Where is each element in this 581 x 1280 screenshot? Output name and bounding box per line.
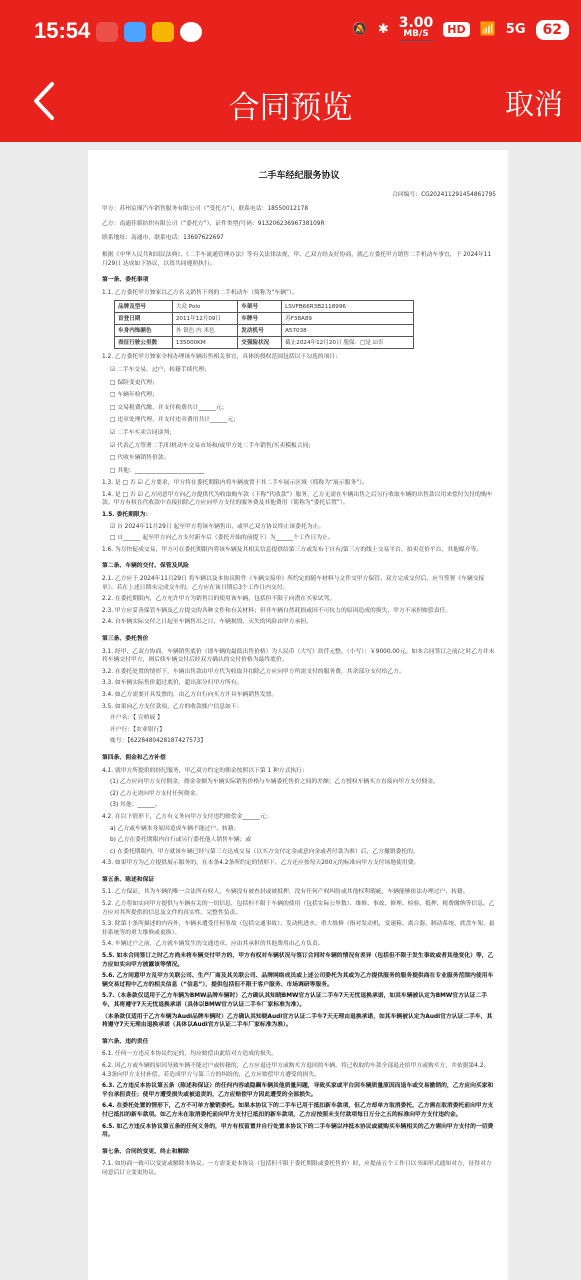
contract-number: 合同编号：CG202411291454861795 <box>392 191 496 198</box>
clause-3-3: 3.3. 如车辆实际售价超过底价，超出部分归甲方所有。 <box>102 680 243 687</box>
clause-5-4: 5.4. 车辆过户之前，乙方就车辆发生的交通违章、应由其承担的其他费用由乙方负责。 <box>102 941 324 948</box>
clause-3-4: 3.4. 如乙方需要开具发票的，由乙方自行向买方开具车辆销售发票。 <box>102 691 278 698</box>
bluetooth-icon: ✱ <box>377 22 389 37</box>
status-bar <box>0 0 581 64</box>
clause-6-3: 6.3. 乙方违反本协议第五条（陈述和保证）的任何内容或隐瞒车辆其他质量问题，导致买家或平台因车辆质量原因而退车或交易撤销的，乙方应向买家和平台承担责任；使甲方遭受损失或被追责的，乙方应赔偿甲方因此遭受的全部损失。 <box>102 1083 494 1098</box>
clause-1-1: 1.1. 乙方委托甲方独家以乙方名义销售下列的二手机动车（简称为“车辆”）。 <box>102 289 298 296</box>
option-item: □ 交易税费代缴，并支付税费共计______元； <box>110 404 228 411</box>
clause-4-2c: c) 在委托期限内，甲方就该车辆已经与第三方达成交易（以买方交付定金或意向金或者付款为准）后，乙方撤销委托的。 <box>110 848 419 855</box>
mail-icon <box>152 22 174 42</box>
clause-4-1b: (2) 乙方无需向甲方支付任何佣金。 <box>110 790 202 797</box>
option-item: □ 代收车辆销售价款； <box>110 455 170 462</box>
mute-icon: 🔕 <box>351 22 368 37</box>
clause-2-2: 2.2. 在委托期限内，乙方允许甲方为销售目的使用该车辆，包括但不限于向潜在买家试驾。 <box>102 596 336 603</box>
weibo-icon <box>180 22 202 42</box>
clause-6-1: 6.1. 任何一方违反本协议约定的，均应赔偿由此给对方造成的损失。 <box>102 1051 278 1058</box>
nav-bar <box>0 64 581 142</box>
bank-account-holder: 开户名：【 宣桥展 】 <box>110 715 163 722</box>
bank-account-number: 账号：【6228480428187427573】 <box>110 738 207 745</box>
clause-5-1: 5.1. 乙方保证，其为车辆的唯一合法所有权人，车辆没有被查封或被抵押，没有任何产权纠纷或其他权利瑕疵，车辆能够依法办理过户、转籍。 <box>102 889 469 896</box>
clause-2-1: 2.1. 乙方应于 2024年11月29日 将车辆以及本协议附件《车辆交接单》所约定的随车材料与文件交甲方保管。双方完成交付后，应当签署《车辆交接单》。若在上述日期未完成交车的，乙方应在该日期后3个工作日内交付。 <box>102 576 485 591</box>
wifi-icon: 📶 <box>479 22 496 37</box>
section-3-heading: 第三条、委托售价 <box>102 636 149 642</box>
clause-1-5b: □ 自______ 起至甲方向乙方支付新车后（委托开始的前提下）为______个工作日为止。 <box>110 535 334 542</box>
contract-title: 二手车经纪服务协议 <box>258 171 340 181</box>
document-viewer[interactable] <box>0 142 581 1280</box>
clause-3-2: 3.2. 在委托处置的情形下，车辆出售款由甲方代为收取并扣除乙方应向甲方所需支付的服务费，其余部分支付给乙方。 <box>102 668 405 675</box>
option-item: ☑ 代表乙方签署二手/旧机动车交易市场和/或甲方处二手车销售/买卖模板合同； <box>110 442 315 449</box>
party-a: 甲方：苏州宸瑾汽车销售服务有限公司（“受托方”），联系电话：18550012178 <box>102 206 309 213</box>
option-item: ☑ 二手车买卖合同谈判； <box>110 429 176 436</box>
clause-1-6: 1.6. 为尽快促成交易，甲方可在委托期限内将该车辆及其相关信息提供给第三方或发布于自有/第三方的线上交易平台、拍卖竞价平台、其他媒介等。 <box>102 546 483 553</box>
clause-6-2: 6.2. 因乙方或车辆的原因导致车辆不能过户或转籍的，乙方应退还甲方或购买方退回的车辆，将已收取的车款全部退还给甲方或购买方，并依据第4.2、4.3条向甲方支付补偿。若造成甲方与第三方的纠纷的，乙方应赔偿甲方遭受的损失。 <box>102 1062 490 1078</box>
clause-5-2: 5.2. 乙方将如实向甲方提供与车辆有关的一切信息，包括但不限于车辆的使用（包括实际公里数）、维修、事故、修理、检验、抵押、税费缴纳等信息。乙方应对其所提供的信息及文件的真实性、完整性负责。 <box>102 901 495 916</box>
clause-4-1: 4.1. 就甲方所提供的经纪服务，甲乙双方约定的佣金按照以下第 1 种方式执行： <box>102 767 308 774</box>
clause-4-2b: b) 乙方在委托期限内自行或另行委托他人销售车辆；或 <box>110 837 252 844</box>
clause-4-2: 4.2. 在以下情形下，乙方有义务向甲方支付违约赔偿金______元： <box>102 813 272 820</box>
clause-4-3: 4.3. 如果甲方为乙方提供展示服务的，在本条4.2条所约定的情形下，乙方还应按每天200元的标准向甲方支付场地使用费。 <box>102 860 420 867</box>
clause-4-1a: (1) 乙方应向甲方支付佣金，佣金金额为车辆实际销售价格与车辆委托售价之间的差额；乙方授权车辆买方直接向甲方支付佣金。 <box>110 779 439 786</box>
cancel-button[interactable]: 取消 <box>504 87 563 121</box>
clause-1-2: 1.2. 乙方委托甲方独家全权办理该车辆出售相关事宜，具体的授权范围包括以下勾选的项目： <box>102 354 341 361</box>
app-notification-icon <box>96 22 118 42</box>
bank-name: 开户行：【农业银行】 <box>110 726 166 733</box>
network-speed: 3.00 MB/S <box>398 15 434 39</box>
clause-6-4: 6.4. 在委托处置的情形下，乙方不可单方撤销委托。如果本协议下的二手车已用于抵扣新车款项，但乙方却单方取消委托，乙方需在取消委托前向甲方支付已抵扣的新车款项。如乙方未在取消委托前向甲方支付已抵扣的新车款项，乙方应按照未支付款项每日万分之五的标准向甲方支付违约金。 <box>102 1103 494 1118</box>
option-item: □ 车辆年检代理； <box>110 392 158 399</box>
option-item: ☑ 二手车交易，过户，转籍手续代理； <box>110 366 210 373</box>
section-4-heading: 第四条、佣金和乙方补偿 <box>102 754 166 761</box>
clause-5-7: 5.7.（本条款仅适用于乙方车辆为BMW品牌车辆时）乙方确认其知晓BMW官方认证二手车7天无忧退换承诺，如其车辆被认定为BMW官方认证二手车，其将遵守7天无忧退换承诺（具体以BMW官方认证二手车厂家标准为准）。 <box>102 993 488 1008</box>
clock: 15:54 <box>34 18 91 43</box>
clause-2-4: 2.4. 自车辆实际交付之日起至车辆售出之日，车辆损毁、灭失的风险由甲方承担。 <box>102 619 312 626</box>
clause-4-2a: a) 乙方或车辆本身原因造成车辆不能过户、转籍； <box>110 825 240 832</box>
section-2-heading: 第二条、车辆的交付、保管及风险 <box>102 563 189 570</box>
section-6-heading: 第六条、违约责任 <box>102 1038 149 1045</box>
clause-1-4: 1.4. 是 □ 否 ☑ 乙方同意甲方向乙方提供代为收取购车款（下称“代收款”）服务，乙方无需在车辆出售之后另行收取车辆的出售款以用来偿付欠付的购车款。甲方有权在代收款中直接扣除乙方应向甲方支付的服务费及其他费用（简称为“委托后置”）。 <box>102 491 493 507</box>
party-b-address: 联系地址：南通市，联系电话：13697622697 <box>102 235 224 242</box>
battery-indicator: 62 <box>536 20 569 40</box>
clause-2-3: 2.3. 甲方应妥善保管车辆及乙方提交的各种文件和有关材料；但非车辆自然耗损或因不可抗力的原因造成的损失，甲方不承担赔偿责任。 <box>102 607 452 614</box>
clause-6-5: 6.5. 如乙方违反本协议第五条的任何义务的，甲方有权留置并自行处置本协议下的二手车辆以冲抵本协议或就购买车辆相关的乙方需向甲方支付的一切费用。 <box>102 1123 494 1139</box>
clause-4-1c: (3) 其他：______。 <box>110 802 161 809</box>
section-5-heading: 第五条、陈述和保证 <box>102 876 155 883</box>
option-item: □ 其他：________________________ <box>110 467 205 474</box>
clause-3-5: 3.5. 如果向乙方支付款项，乙方的收款账户信息如下： <box>102 703 243 710</box>
clause-3-1: 3.1. 经甲、乙双方协商，车辆销售底价（即车辆的最低出售价格）为人民币（大写）玖仟元整，（小写）：￥9000.00元。如本合同签订之前/之时乙方并未将车辆交付甲方，则后续车辆交付后经双方确认的交付价格为最终底价。 <box>102 648 495 664</box>
clause-5-3: 5.3. 除第十条所描述的内容外，车辆未遭受任何事故（包括交通事故）、发动机进水、重大维修（指对发动机、变速箱、离合器、制动系统、底盘车架、悬挂系统等的重大维修或更换）。 <box>102 921 495 936</box>
clause-5-5: 5.5. 如本合同签订之时乙方尚未将车辆交付甲方的，甲方有权对车辆状况与签订合同时车辆的情况有差异（包括但不限于发生事故或者其他变化）等，乙方应如实向甲方披露该等情况。 <box>102 953 494 968</box>
contract-page <box>88 150 508 1280</box>
option-item: □ 违章处理代理，并支付违章费用共计______元； <box>110 417 240 424</box>
status-right <box>351 15 569 41</box>
clause-5-8: （本条款仅适用于乙方车辆为Audi品牌车辆时）乙方确认其知晓Audi官方认证二手车7天无理由退换承诺，如其车辆被认定为Audi官方认证二手车，其将遵守7天无理由退换承诺（具体以Audi官方认证二手车厂家标准为准）。 <box>102 1013 493 1029</box>
section-7-heading: 第七条、合同的变更、终止和解除 <box>102 1148 189 1155</box>
clause-1-5: 1.5. 委托期限为： <box>102 512 152 519</box>
notification-icons <box>96 22 202 42</box>
clause-7-1: 7.1. 如协商一致可以变更或解除本协议。一方需变更本协议（包括但不限于委托期限或委托售价）时，应提前五个工作日以书面形式通知对方，征得对方同意后订立变更协议。 <box>102 1161 492 1176</box>
browser-icon <box>124 22 146 42</box>
clause-1-5a: ☑ 自 2024年11月29日 起至甲方将该车辆售出，或甲乙双方协议终止该委托为止。 <box>110 523 325 530</box>
option-item: □ 保险变更代理； <box>110 379 158 386</box>
clause-5-6: 5.6. 乙方同意甲方及甲方关联公司、生产厂商及其关联公司、品牌网络成员或上述公司委托为其或为乙方提供服务的服务提供商在专业服务范围内使用车辆交易过程中乙方的相关信息（“信息”），提供包括但不限于客户服务、市场调研等服务。 <box>102 973 494 988</box>
hd-badge: HD <box>443 22 469 37</box>
clause-1-3: 1.3. 是 □ 否 ☑ 乙方要求，甲方将在委托期限内将车辆放置于其二手车展示区域（简称为“展示服务”）。 <box>102 480 368 487</box>
party-b: 乙方：南通佳韬纺织有限公司（“委托方”），证件类型/号码：91320623696738109R <box>102 220 325 227</box>
intro-paragraph: 根据《中华人民共和国民法典》、《二手车流通管理办法》等有关法律法规，甲、乙双方经友好协商，就乙方委托甲方销售二手机动车事宜，于 2024年11月29日 达成如下协议，以资共同遵照执行。 <box>102 251 492 267</box>
vehicle-info-table: 品牌及型号 大众 Polo 车架号 LSVFB66R3B2118996 首登日期 2011年12月09日 车牌号 苏F38A89 车身内饰颜色 外 银色 内 米色 发动机号 A57038 表征行驶公里数 135000KM 交强险状况 截止2024年12月20日 脱保：□是 ☑否 <box>114 300 414 349</box>
section-1-heading: 第一条、委托事项 <box>102 277 149 284</box>
network-type: 5G <box>505 22 526 37</box>
page-title: 合同预览 <box>228 90 353 126</box>
